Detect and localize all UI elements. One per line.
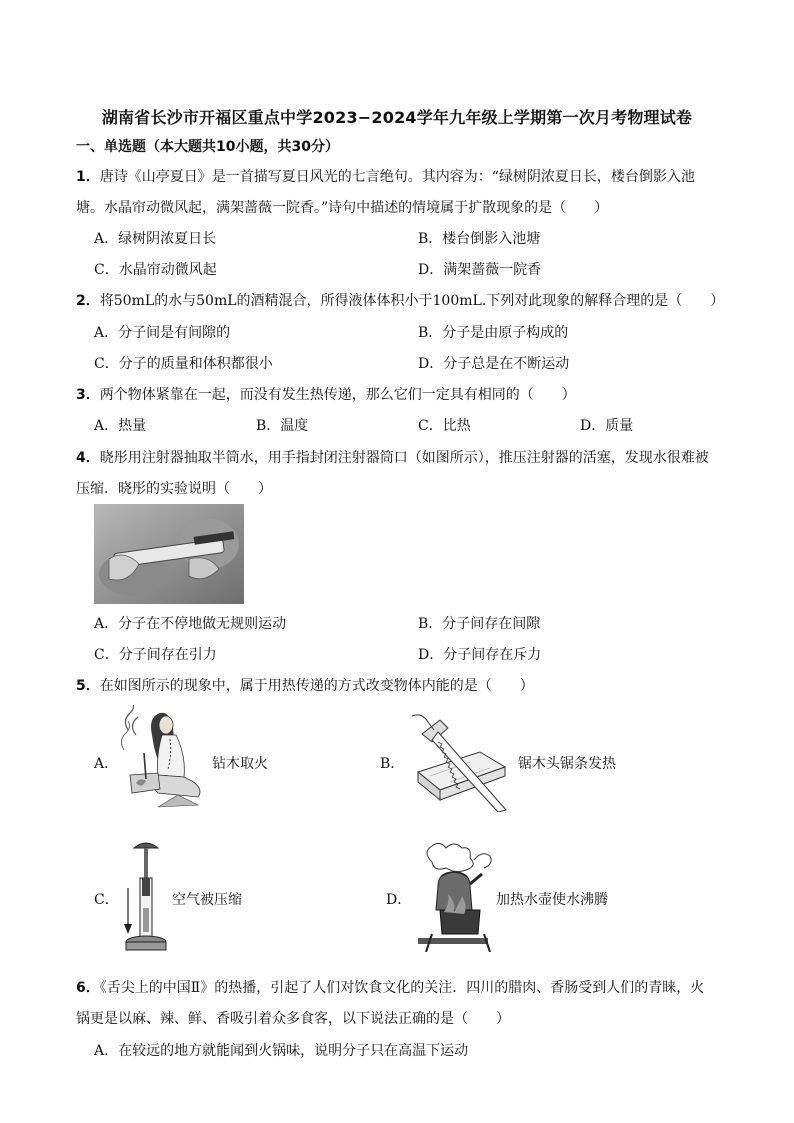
- saw-wood-graphic: [410, 712, 510, 812]
- q2-option-c[interactable]: C．分子的质量和体积都很小: [94, 356, 273, 372]
- q3-option-c[interactable]: C．比热: [418, 418, 471, 434]
- heated-kettle-figure: [412, 840, 496, 952]
- question-4-line-2: 压缩．晓彤的实验说明（ ）: [76, 481, 272, 497]
- question-1-line-1: 1．唐诗《山亭夏日》是一首描写夏日风光的七言绝句。其内容为：“绿树阴浓夏日长，楼台倒影入池: [76, 169, 695, 185]
- q1-option-a[interactable]: A．绿树阴浓夏日长: [94, 231, 217, 247]
- question-4-number: 4．: [76, 450, 100, 466]
- question-1-number: 1．: [76, 169, 100, 185]
- exam-title: 湖南省长沙市开福区重点中学2023−2024学年九年级上学期第一次月考物理试卷: [101, 108, 693, 127]
- q5-option-a-label[interactable]: A．: [94, 756, 119, 772]
- heated-kettle-graphic: [412, 840, 496, 952]
- question-6-line-2: 锅更是以麻、辣、鲜、香吸引着众多食客，以下说法正确的是（ ）: [76, 1011, 510, 1027]
- q3-option-b[interactable]: B．温度: [256, 418, 309, 434]
- q2-option-d[interactable]: D．分子总是在不断运动: [418, 356, 570, 372]
- q5-option-b-label[interactable]: B．: [380, 756, 405, 772]
- q3-option-d[interactable]: D．质量: [580, 418, 634, 434]
- q2-option-b[interactable]: B．分子是由原子构成的: [418, 325, 569, 341]
- question-2-number: 2．: [76, 293, 100, 309]
- section-heading: 一、单选题（本大题共10小题，共30分）: [76, 139, 339, 155]
- q1-option-d[interactable]: D．满架蔷薇一院香: [418, 262, 542, 278]
- q4-option-c[interactable]: C．分子间存在引力: [94, 647, 217, 663]
- q5-caption-c: 空气被压缩: [172, 892, 242, 908]
- saw-wood-figure: [410, 712, 510, 812]
- question-5-number: 5．: [76, 678, 100, 694]
- q2-option-a[interactable]: A．分子间是有间隙的: [94, 325, 231, 341]
- q5-option-d-label[interactable]: D．: [386, 892, 412, 908]
- question-4-line-1: 4．晓彤用注射器抽取半筒水，用手指封闭注射器筒口（如图所示），推压注射器的活塞，发现水很难被: [76, 450, 709, 466]
- q1-option-b[interactable]: B．楼台倒影入池塘: [418, 231, 541, 247]
- syringe-photo: [94, 504, 244, 604]
- q5-caption-a: 钻木取火: [212, 756, 268, 772]
- q4-option-a[interactable]: A．分子在不停地做无规则运动: [94, 616, 287, 632]
- q4-option-d[interactable]: D．分子间存在斥力: [418, 647, 542, 663]
- q5-option-c-label[interactable]: C．: [94, 892, 119, 908]
- air-compression-figure: [120, 838, 172, 956]
- q4-option-b[interactable]: B．分子间存在间隙: [418, 616, 541, 632]
- q1-option-c[interactable]: C．水晶帘动微风起: [94, 262, 217, 278]
- q6-option-a[interactable]: A．在较远的地方就能闻到火锅味，说明分子只在高温下运动: [94, 1043, 469, 1059]
- question-3-number: 3．: [76, 387, 100, 403]
- question-6-number: 6．: [76, 980, 100, 996]
- q5-caption-b: 锯木头锯条发热: [518, 756, 616, 772]
- syringe-photo-graphic: [94, 504, 244, 604]
- question-1-line-2: 塘。水晶帘动微风起，满架蔷薇一院香。”诗句中描述的情境属于扩散现象的是（ ）: [76, 200, 609, 216]
- question-3-line-1: 3．两个物体紧靠在一起，而没有发生热传递，那么它们一定具有相同的（ ）: [76, 387, 576, 403]
- drill-wood-fire-figure: [118, 705, 210, 815]
- q3-option-a[interactable]: A．热量: [94, 418, 147, 434]
- drill-wood-fire-graphic: [118, 705, 210, 815]
- q5-caption-d: 加热水壶使水沸腾: [496, 892, 608, 908]
- air-compression-graphic: [120, 838, 172, 956]
- question-2-line-1: 2．将50mL的水与50mL的酒精混合，所得液体体积小于100mL.下列对此现象的解释合理的是（ ）: [76, 293, 725, 309]
- question-5-line-1: 5．在如图所示的现象中，属于用热传递的方式改变物体内能的是（ ）: [76, 678, 534, 694]
- question-6-line-1: 6．《舌尖上的中国Ⅱ》的热播，引起了人们对饮食文化的关注．四川的腊肉、香肠受到人们的青睐，火: [76, 980, 705, 996]
